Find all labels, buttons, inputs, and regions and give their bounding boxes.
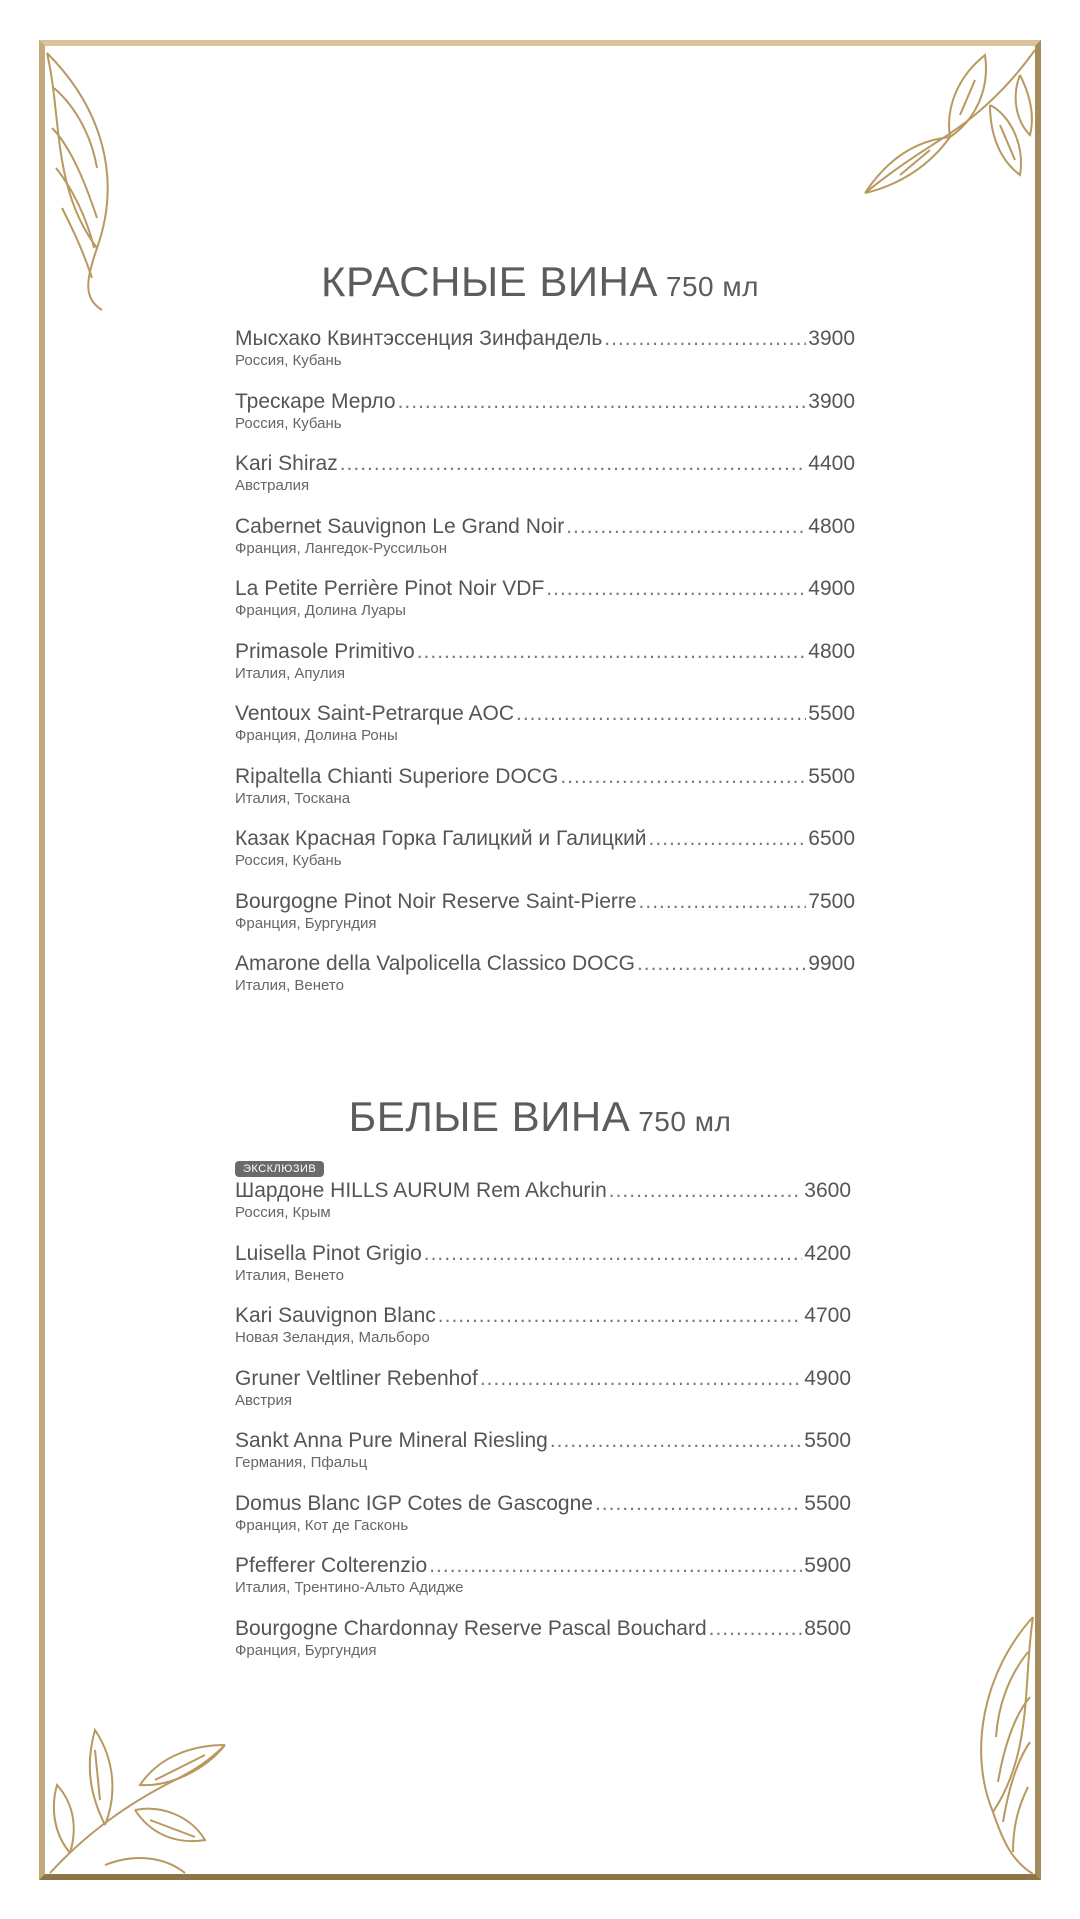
wine-price: 4200 [804, 1241, 851, 1265]
list-item [235, 1366, 851, 1429]
wine-price: 4700 [804, 1304, 851, 1327]
wine-name: Luisella Pinot Grigio [235, 1241, 422, 1265]
wine-price: 5500 [804, 1491, 851, 1515]
wine-name: Ventoux Saint-Petrarque AOC [235, 702, 514, 725]
wine-name: Kari Sauvignon Blanc [235, 1304, 436, 1327]
dot-leader [424, 1241, 803, 1267]
list-item [235, 514, 855, 577]
wine-name: Pfefferer Colterenzio [235, 1554, 428, 1577]
white-wine-list [235, 1178, 851, 1678]
leaf-icon-top-right [860, 45, 1040, 215]
wine-name: Шардоне HILLS AURUM Rem Akchurin [235, 1179, 607, 1202]
wine-name: Amarone della Valpolicella Classico DOCG [235, 952, 635, 975]
wine-price: 8500 [804, 1616, 851, 1640]
wine-origin: Франция, Долина Луары [235, 602, 406, 619]
list-item [235, 1553, 851, 1616]
red-wines-title [0, 258, 1080, 306]
wine-price: 4900 [804, 1366, 851, 1390]
wine-price: 4800 [808, 514, 855, 538]
dot-leader [550, 1428, 802, 1454]
wine-name: Bourgogne Chardonnay Reserve Pascal Bouchard [235, 1616, 707, 1640]
dot-leader [398, 389, 807, 415]
leaf-icon-bottom-right [968, 1612, 1038, 1877]
dot-leader [417, 639, 807, 665]
dot-leader [639, 889, 807, 915]
dot-leader [649, 826, 807, 852]
wine-price: 5500 [808, 702, 855, 725]
list-item [235, 701, 855, 764]
wine-price: 4800 [808, 639, 855, 663]
wine-name: Мысхако Квинтэссенция Зинфандель [235, 327, 603, 350]
list-item [235, 1616, 851, 1679]
wine-name: Primasole Primitivo [235, 639, 415, 663]
dot-leader [566, 514, 806, 540]
list-item [235, 1178, 851, 1241]
dot-leader [516, 701, 806, 727]
wine-name: Domus Blanc IGP Cotes de Gascogne [235, 1491, 593, 1515]
wine-origin: Австрия [235, 1391, 293, 1409]
section-heading: БЕЛЫЕ ВИНА [348, 1093, 631, 1140]
wine-name: Казак Красная Горка Галицкий и Галицкий [235, 827, 647, 850]
list-item [235, 889, 855, 952]
dot-leader [546, 576, 806, 602]
wine-origin: Италия, Апулия [235, 664, 345, 682]
dot-leader [637, 951, 806, 977]
wine-price: 7500 [808, 889, 855, 913]
wine-origin: Франция, Бургундия [235, 1641, 377, 1659]
wine-origin: Россия, Крым [235, 1204, 331, 1221]
wine-origin: Франция, Лангедок-Руссильон [235, 539, 447, 557]
wine-name: Bourgogne Pinot Noir Reserve Saint-Pierre [235, 889, 637, 913]
wine-price: 9900 [808, 952, 855, 975]
wine-name: Трескаре Мерло [235, 389, 396, 413]
wine-name: Ripaltella Chianti Superiore DOCG [235, 764, 559, 788]
wine-price: 5500 [804, 1429, 851, 1452]
leaf-icon-bottom-left [45, 1725, 230, 1875]
wine-price: 3900 [808, 327, 855, 350]
wine-name: Sankt Anna Pure Mineral Riesling [235, 1429, 548, 1452]
wine-price: 3900 [808, 389, 855, 413]
wine-name: La Petite Perrière Pinot Noir VDF [235, 577, 545, 600]
wine-name: Gruner Veltliner Rebenhof [235, 1366, 478, 1390]
section-heading: КРАСНЫЕ ВИНА [321, 258, 658, 305]
red-wine-list [235, 326, 855, 1014]
wine-origin: Италия, Тоскана [235, 789, 351, 807]
list-item [235, 326, 855, 389]
list-item [235, 1303, 851, 1366]
list-item [235, 826, 855, 889]
list-item [235, 764, 855, 827]
list-item [235, 389, 855, 452]
list-item [235, 1491, 851, 1554]
wine-name: Cabernet Sauvignon Le Grand Noir [235, 514, 565, 538]
white-wines-title [0, 1093, 1080, 1141]
wine-price: 4900 [808, 577, 855, 600]
dot-leader [560, 764, 806, 790]
wine-price: 5500 [808, 764, 855, 788]
section-volume: 750 мл [665, 271, 759, 302]
wine-origin: Германия, Пфальц [235, 1454, 368, 1471]
list-item [235, 576, 855, 639]
wine-origin: Франция, Кот де Гасконь [235, 1516, 409, 1534]
wine-price: 3600 [804, 1179, 851, 1202]
list-item [235, 1241, 851, 1304]
dot-leader [438, 1303, 802, 1329]
dot-leader [709, 1616, 803, 1642]
wine-origin: Австралия [235, 477, 310, 494]
list-item [235, 951, 855, 1014]
wine-origin: Италия, Венето [235, 977, 344, 994]
wine-price: 4400 [808, 452, 855, 475]
dot-leader [609, 1178, 803, 1204]
section-volume: 750 мл [638, 1106, 732, 1137]
wine-origin: Италия, Венето [235, 1266, 344, 1284]
wine-origin: Италия, Трентино-Альто Адидже [235, 1579, 464, 1596]
wine-origin: Франция, Долина Роны [235, 727, 398, 744]
wine-origin: Россия, Кубань [235, 352, 342, 369]
dot-leader [595, 1491, 802, 1517]
wine-name: Kari Shiraz [235, 452, 338, 475]
wine-origin: Россия, Кубань [235, 414, 342, 432]
dot-leader [604, 326, 806, 352]
dot-leader [429, 1553, 802, 1579]
list-item [235, 639, 855, 702]
list-item [235, 451, 855, 514]
dot-leader [480, 1366, 802, 1392]
dot-leader [340, 451, 807, 477]
wine-price: 6500 [808, 827, 855, 850]
wine-price: 5900 [804, 1554, 851, 1577]
wine-origin: Россия, Кубань [235, 852, 342, 869]
wine-origin: Новая Зеландия, Мальборо [235, 1329, 430, 1346]
wine-origin: Франция, Бургундия [235, 914, 377, 932]
list-item [235, 1428, 851, 1491]
exclusive-badge: ЭКСКЛЮЗИВ [235, 1161, 324, 1177]
